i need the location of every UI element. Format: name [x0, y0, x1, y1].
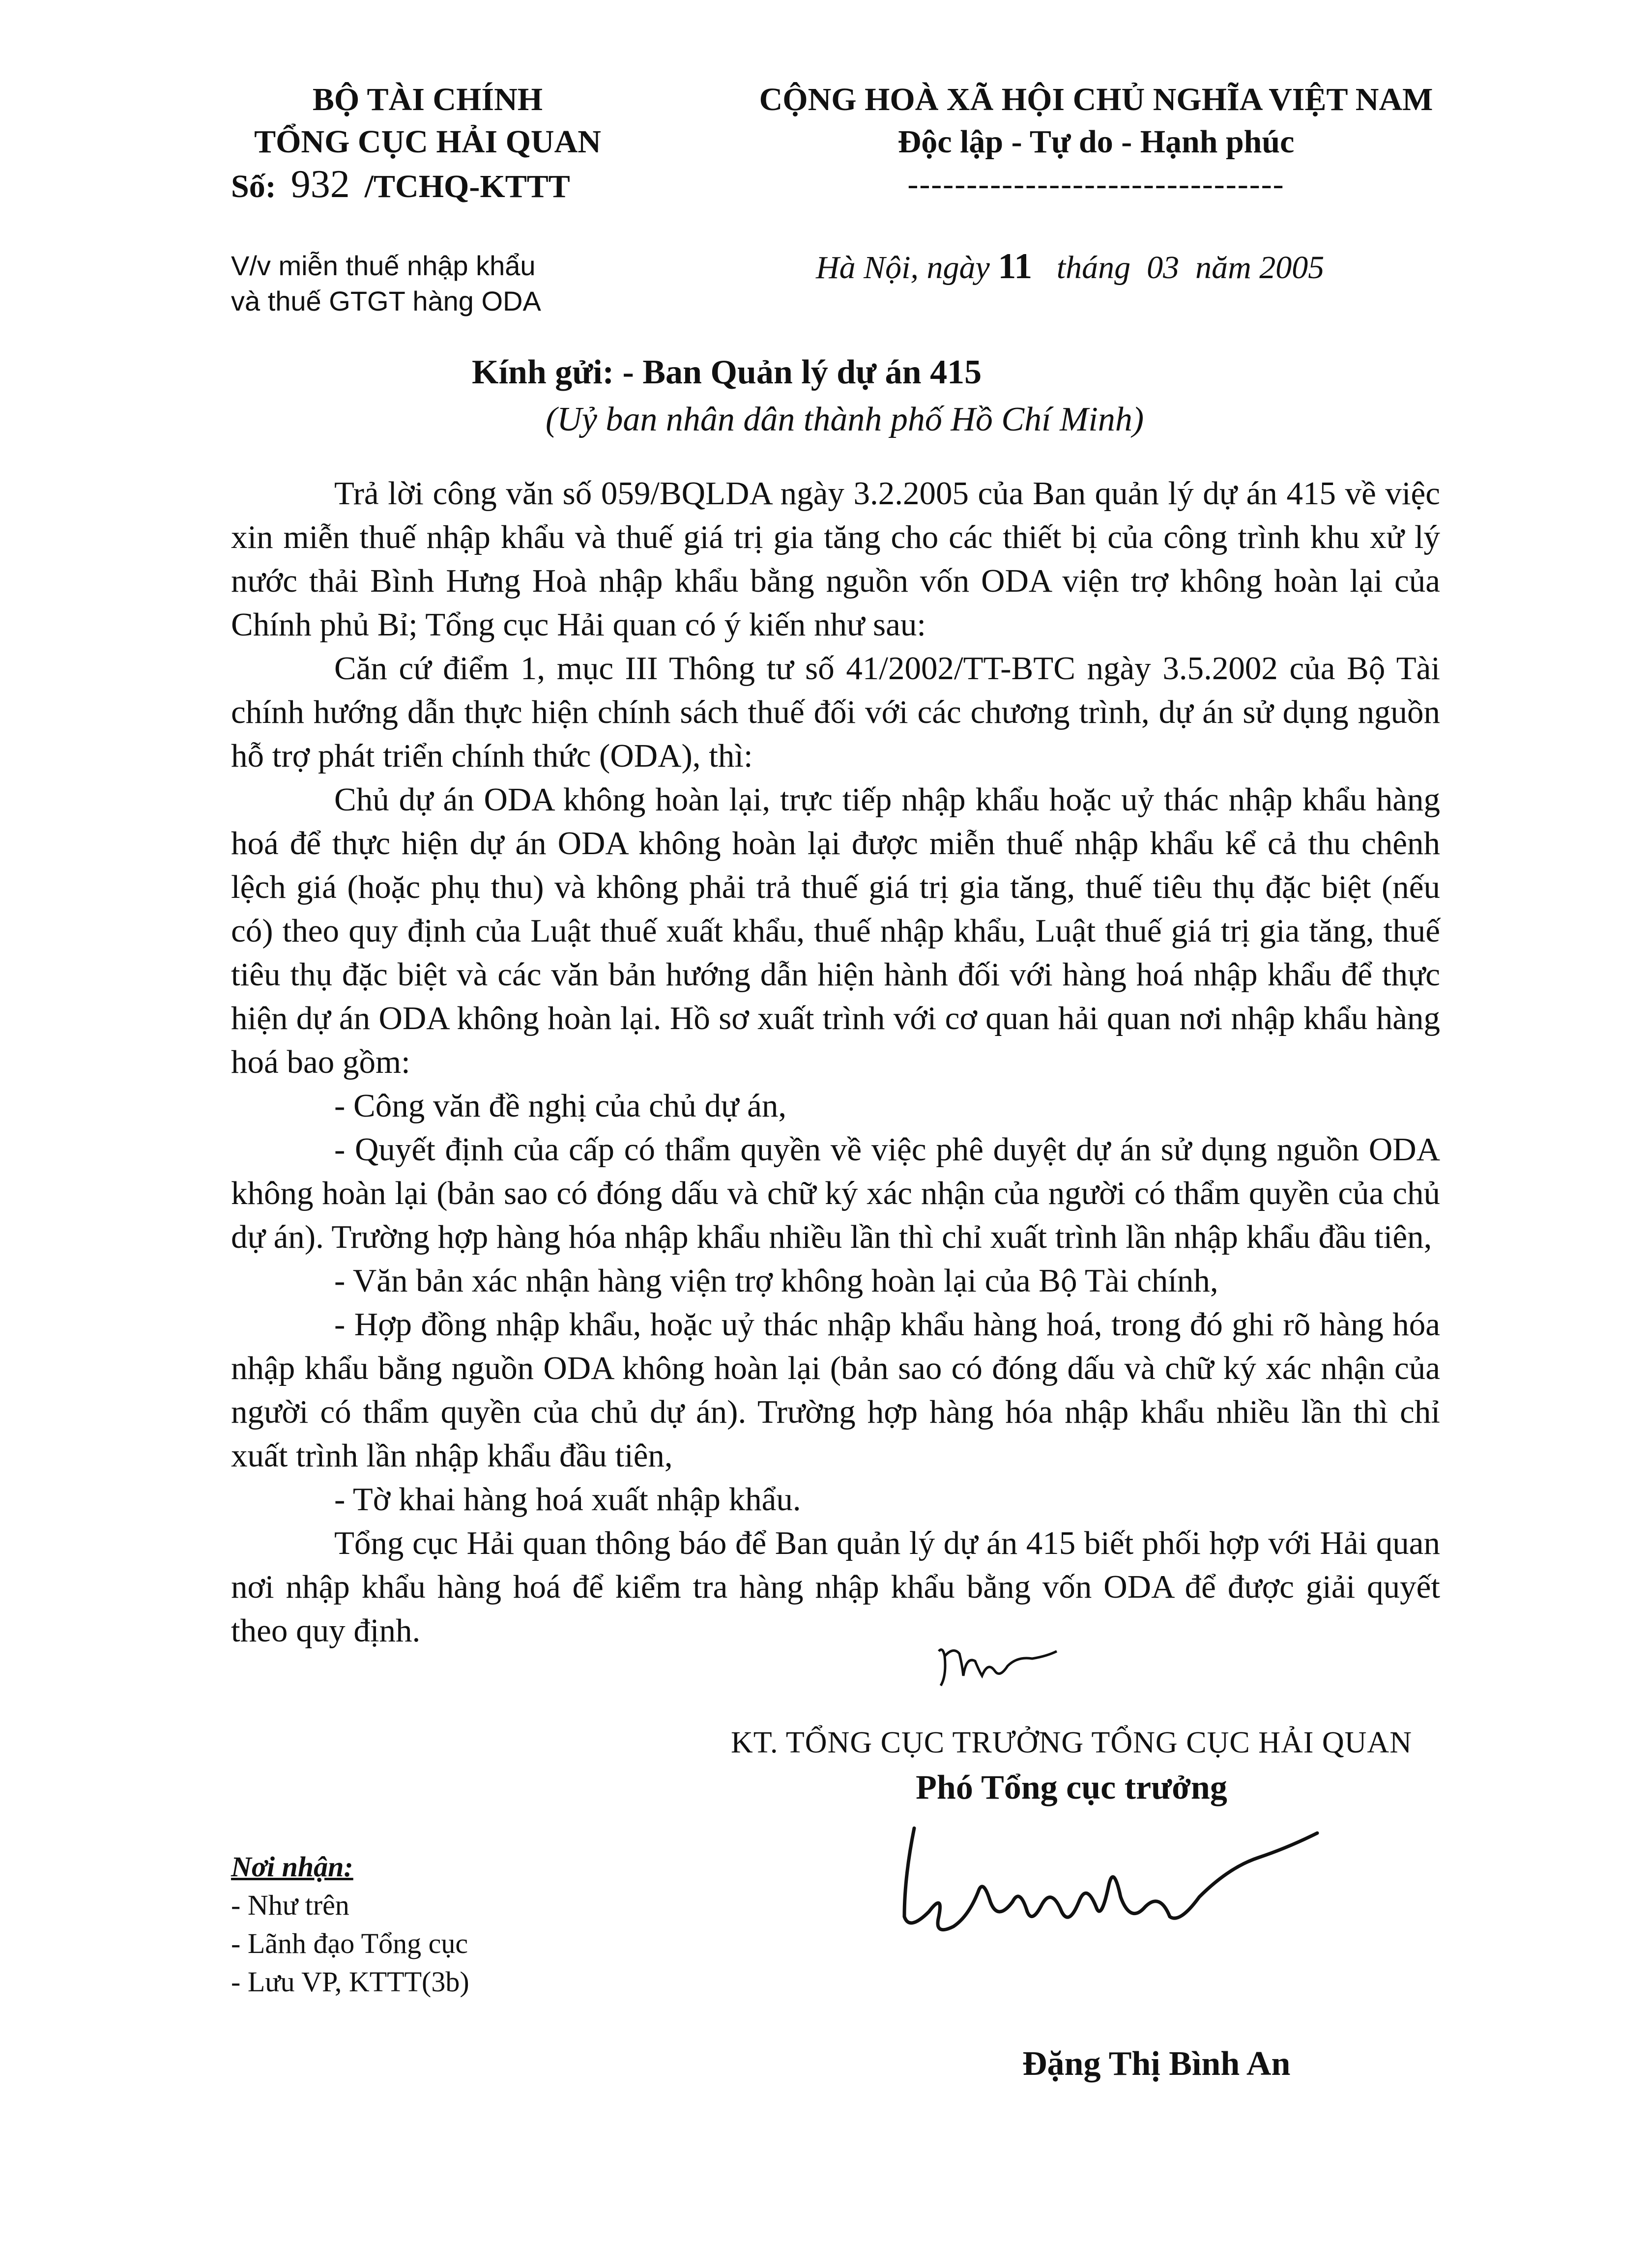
distribution-item: - Như trên	[231, 1889, 349, 1921]
subject-line-1: V/v miễn thuế nhập khẩu	[231, 250, 536, 281]
body-paragraph: Trả lời công văn số 059/BQLDA ngày 3.2.2005 của Ban quản lý dự án 415 về việc xin miễn thuế nhập khẩu và thuế giá trị gia tăng cho các thiết bị của công trình khu xử lý nước thải Bình Hưng Hoà nhập khẩu bằng nguồn vốn ODA viện trợ không hoàn lại của Chính phủ Bỉ; Tổng cục Hải quan có ý kiến như sau:	[231, 475, 1440, 643]
recipient-label: Kính gửi:	[472, 353, 614, 391]
signer-role: Phó Tổng cục trưởng	[916, 1769, 1227, 1807]
handwritten-signature	[885, 1818, 1327, 1946]
date-year-label: năm	[1195, 250, 1251, 286]
letter-body	[231, 472, 1440, 1653]
subject-block	[231, 248, 624, 319]
signing-authority: KT. TỔNG CỤC TRƯỞNG TỔNG CỤC HẢI QUAN	[731, 1726, 1412, 1759]
body-bullet: - Công văn đề nghị của chủ dự án,	[334, 1088, 787, 1124]
ministry-name: BỘ TÀI CHÍNH	[312, 82, 543, 117]
number-suffix: /TCHQ-KTTT	[364, 169, 570, 204]
header-separator: --------------------------------	[907, 166, 1285, 202]
body-paragraph: Chủ dự án ODA không hoàn lại, trực tiếp nhập khẩu hoặc uỷ thác nhập khẩu hàng hoá để thực hiện dự án ODA không hoàn lại được miễn thuế nhập khẩu kể cả thu chênh lệch giá (hoặc phụ thu) và không phải trả thuế giá trị gia tăng, thuế tiêu thụ đặc biệt (nếu có) theo quy định của Luật thuế xuất khẩu, thuế nhập khẩu, Luật thuế giá trị gia tăng, thuế tiêu thụ đặc biệt và các văn bản hướng dẫn hiện hành đối với hàng hoá nhập khẩu để thực hiện dự án ODA không hoàn lại. Hồ sơ xuất trình với cơ quan hải quan nơi nhập khẩu hàng hoá bao gồm:	[231, 781, 1440, 1080]
subject-line-2: và thuế GTGT hàng ODA	[231, 286, 541, 316]
date-year: 2005	[1259, 250, 1325, 286]
distribution-item: - Lưu VP, KTTT(3b)	[231, 1966, 469, 1998]
recipient-block	[472, 349, 1357, 443]
recipient-name: - Ban Quản lý dự án 415	[622, 353, 982, 391]
number-prefix: Số:	[231, 169, 276, 204]
document-number	[206, 163, 649, 208]
body-bullet: - Văn bản xác nhận hàng viện trợ không hoàn lại của Bộ Tài chính,	[334, 1263, 1218, 1299]
distribution-title: Nơi nhận:	[231, 1851, 353, 1883]
signature-block	[678, 1720, 1465, 1810]
department-name: TỔNG CỤC HẢI QUAN	[254, 124, 601, 160]
national-motto: Độc lập - Tự do - Hạnh phúc	[897, 124, 1295, 160]
distribution-list	[231, 1848, 624, 2001]
body-paragraph: Căn cứ điểm 1, mục III Thông tư số 41/2002/TT-BTC ngày 3.5.2002 của Bộ Tài chính hướng dẫn thực hiện chính sách thuế đối với các chương trình, dự án sử dụng nguồn hỗ trợ phát triển chính thức (ODA), thì:	[231, 650, 1440, 774]
body-bullet: - Hợp đồng nhập khẩu, hoặc uỷ thác nhập khẩu hàng hoá, trong đó ghi rõ hàng hóa nhập khẩu bằng nguồn ODA không hoàn lại (bản sao có đóng dấu và chữ ký xác nhận của người có thẩm quyền của chủ dự án). Trường hợp hàng hóa nhập khẩu nhiều lần thì chỉ xuất trình lần nhập khẩu đầu tiên,	[231, 1306, 1440, 1474]
recipient-sub: (Uỷ ban nhân dân thành phố Hồ Chí Minh)	[546, 401, 1144, 438]
body-paragraph: Tổng cục Hải quan thông báo để Ban quản lý dự án 415 biết phối hợp với Hải quan nơi nhập khẩu hàng hoá để kiểm tra hàng nhập khẩu bằng vốn ODA để được giải quyết theo quy định.	[231, 1525, 1440, 1649]
signer-name: Đặng Thị Bình An	[1022, 2045, 1291, 2083]
date-month-label: tháng	[1056, 250, 1131, 286]
body-bullet: - Tờ khai hàng hoá xuất nhập khẩu.	[334, 1481, 801, 1518]
country-name: CỘNG HOÀ XÃ HỘI CHỦ NGHĨA VIỆT NAM	[759, 82, 1433, 117]
body-bullet: - Quyết định của cấp có thẩm quyền về việc phê duyệt dự án sử dụng nguồn ODA không hoàn lại (bản sao có đóng dấu và chữ ký xác nhận của người có thẩm quyền của chủ dự án). Trường hợp hàng hóa nhập khẩu nhiều lần thì chỉ xuất trình lần nhập khẩu đầu tiên,	[231, 1131, 1440, 1255]
number-value: 932	[290, 163, 350, 206]
date-month: 03	[1147, 250, 1180, 286]
distribution-item: - Lãnh đạo Tổng cục	[231, 1927, 468, 1959]
date-prefix: Hà Nội, ngày	[816, 250, 990, 286]
national-header	[727, 79, 1465, 205]
initials-mark	[934, 1636, 1062, 1691]
date-line	[816, 246, 1504, 287]
date-day: 11	[998, 246, 1033, 287]
issuer-block	[206, 79, 649, 208]
